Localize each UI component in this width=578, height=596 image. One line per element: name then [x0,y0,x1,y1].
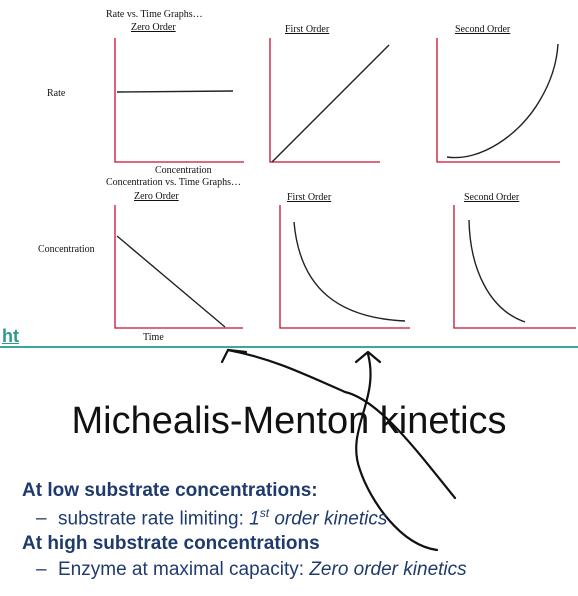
conc-second-title: Second Order [464,192,520,203]
rate-first-title: First Order [285,24,330,35]
rate-second-title: Second Order [455,24,511,35]
rate-first-axes [270,38,380,162]
rate-first-curve [272,45,389,162]
conc-zero-axes [115,205,243,328]
dash-glyph: – [36,508,47,530]
rate-zero-axes [115,38,244,162]
dash-glyph: – [36,559,47,580]
sub-bullet-italic: Zero order kinetics [309,559,467,580]
conc-zero-curve [117,236,225,327]
conc-zero-title: Zero Order [134,191,179,202]
conc-first-axes [280,205,410,328]
rate-xlabel: Concentration [155,165,212,176]
cutoff-text-fragment: ht [2,326,19,346]
rate-second-curve [447,44,558,158]
sub-bullet-italic-post: order kinetics [269,508,388,530]
sub-bullet-low-substrate [36,506,387,530]
conc-second-axes [454,205,576,328]
bullet-high-substrate: At high substrate concentrations [22,533,320,554]
conc-ylabel: Concentration [38,244,95,255]
conc-first-curve [294,222,405,321]
rate-graphs-header: Rate vs. Time Graphs… [106,9,203,20]
conc-second-curve [469,220,525,322]
bullet-low-substrate: At low substrate concentrations: [22,480,318,501]
sub-bullet-text: Enzyme at maximal capacity: [58,559,310,580]
slide-title: Michealis-Menton kinetics [71,400,507,442]
sub-bullet-text: substrate rate limiting: [58,508,250,530]
sub-bullet-sup: st [259,506,270,520]
conc-first-title: First Order [287,192,332,203]
rate-ylabel: Rate [47,88,66,99]
conc-xlabel: Time [143,332,164,343]
rate-zero-title: Zero Order [131,22,176,33]
rate-zero-curve [117,91,233,92]
sub-bullet-italic: 1 [249,508,260,530]
conc-graphs-header: Concentration vs. Time Graphs… [106,177,241,188]
sub-bullet-high-substrate [36,559,467,581]
